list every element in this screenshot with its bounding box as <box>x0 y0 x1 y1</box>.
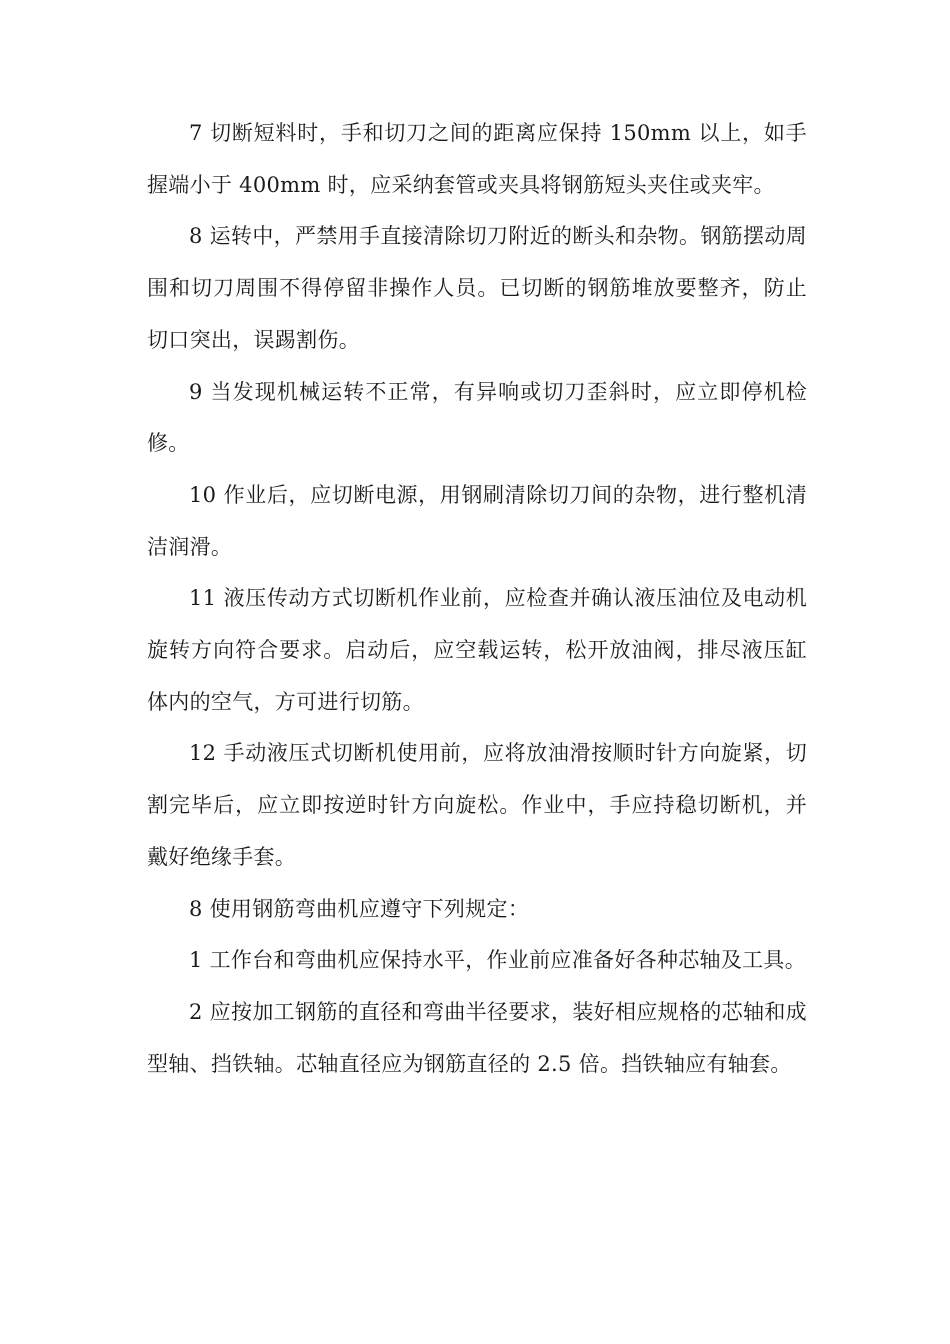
document-body <box>147 108 807 1090</box>
section-8-bending-machine-heading: 8 使用钢筋弯曲机应遵守下列规定： <box>189 896 530 921</box>
paragraph-12-manual-hydraulic-cutter: 12 手动液压式切断机使用前，应将放油滑按顺时针方向旋紧，切割完毕后，应立即按逆时针方向旋松。作业中，手应持稳切断机，并戴好绝缘手套。 <box>147 741 807 869</box>
paragraph-7-cutting-short-material: 7 切断短料时，手和切刀之间的距离应保持 150mm 以上，如手握端小于 400mm 时，应采纳套管或夹具将钢筋短头夹住或夹牢。 <box>147 121 807 197</box>
paragraph-9-abnormal-operation: 9 当发现机械运转不正常，有异响或切刀歪斜时，应立即停机检修。 <box>147 379 807 456</box>
paragraph-10-after-work: 10 作业后，应切断电源，用钢刷清除切刀间的杂物，进行整机清洁润滑。 <box>147 482 807 559</box>
paragraph-1-worktable-level: 1 工作台和弯曲机应保持水平，作业前应准备好各种芯轴及工具。 <box>189 948 807 973</box>
paragraph-2-mandrel-spec: 2 应按加工钢筋的直径和弯曲半径要求，装好相应规格的芯轴和成型轴、挡铁轴。芯轴直径应为钢筋直径的 2.5 倍。挡铁轴应有轴套。 <box>147 999 807 1076</box>
paragraph-11-hydraulic-cutter: 11 液压传动方式切断机作业前，应检查并确认液压油位及电动机旋转方向符合要求。启动后，应空载运转，松开放油阀，排尽液压缸体内的空气，方可进行切筋。 <box>147 586 807 714</box>
paragraph-8-during-operation: 8 运转中，严禁用手直接清除切刀附近的断头和杂物。钢筋摆动周围和切刀周围不得停留非操作人员。已切断的钢筋堆放要整齐，防止切口突出，误踢割伤。 <box>147 224 807 352</box>
